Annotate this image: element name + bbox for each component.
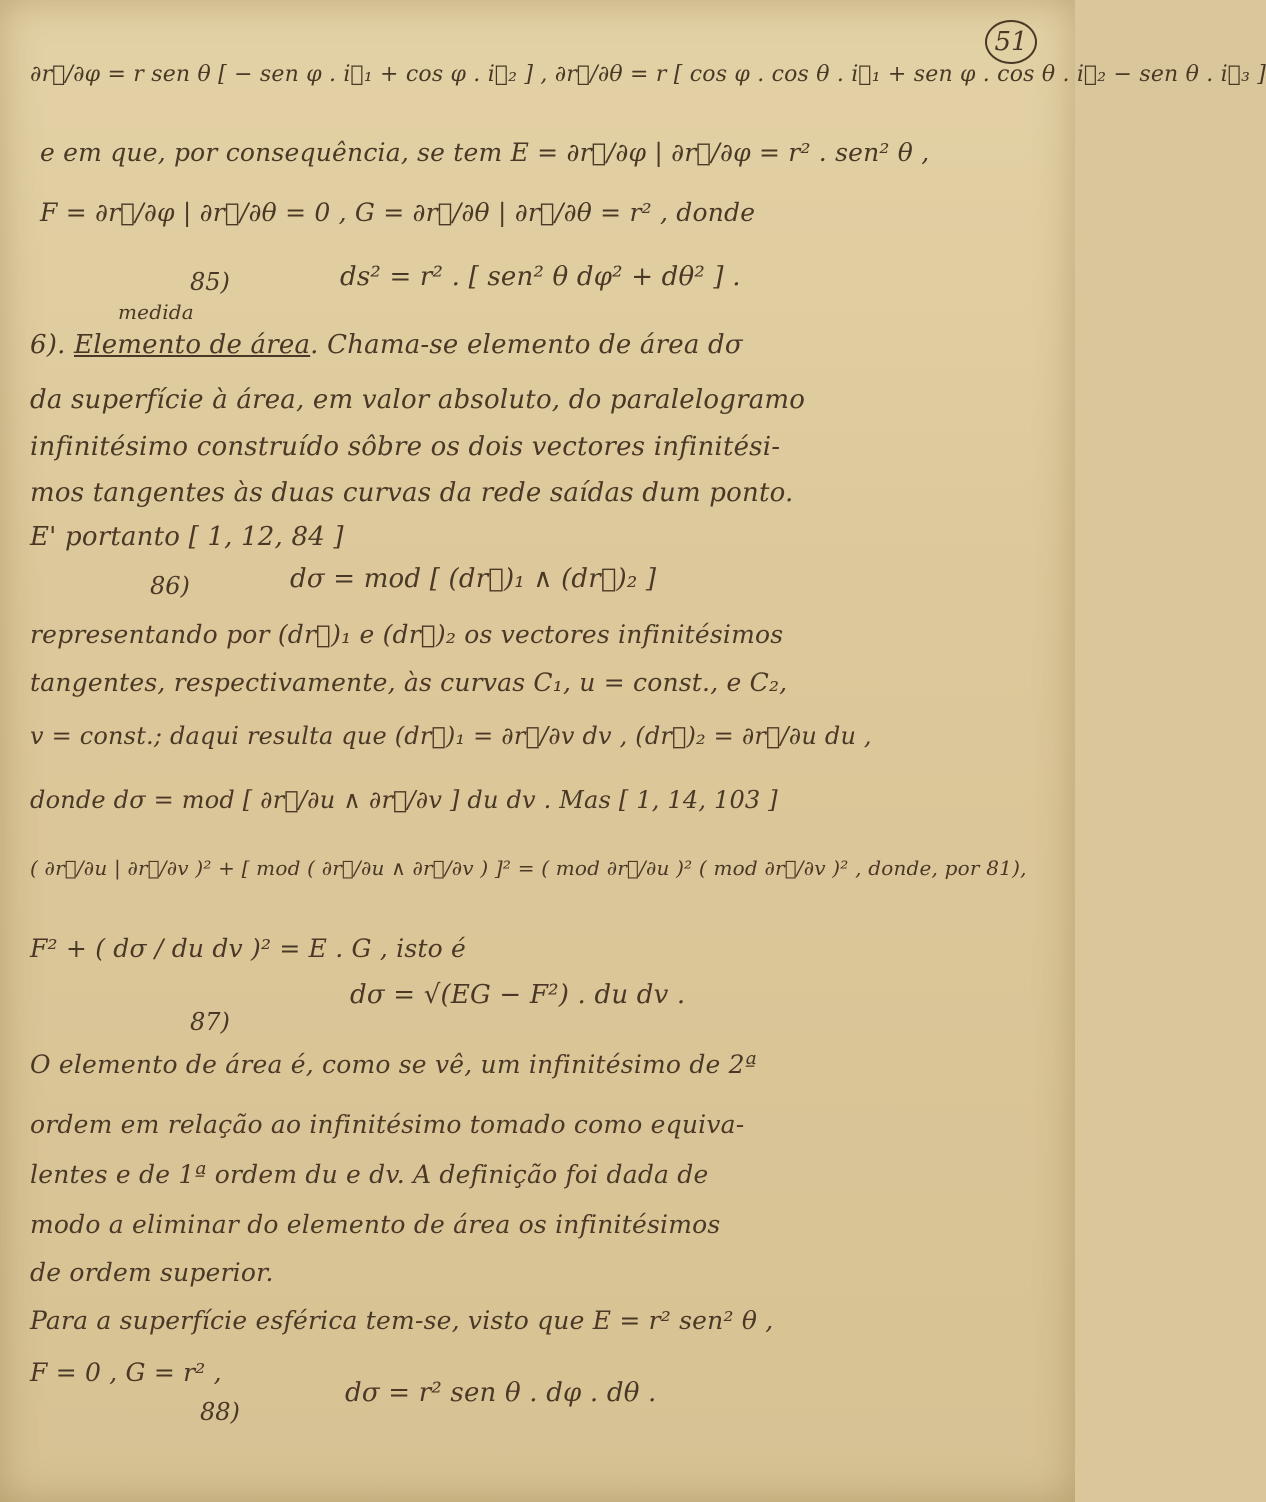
section-intro: . Chama-se elemento de área dσ [310,330,743,360]
line-13: v = const.; daqui resulta que (dr⃗)₁ = ∂r⃗/∂v dv , (dr⃗)₂ = ∂r⃗/∂u du , [30,722,872,750]
line-14: donde dσ = mod [ ∂r⃗/∂u ∧ ∂r⃗/∂v ] du dv . Mas [ 1, 14, 103 ] [30,786,778,814]
equation-88-sphere-area-element: dσ = r² sen θ . dφ . dθ . [345,1378,657,1408]
line-5-section-heading [30,330,743,360]
equation-85-line-element: ds² = r² . [ sen² θ dφ² + dθ² ] . [340,262,741,292]
line-24: F = 0 , G = r² , [30,1358,222,1387]
section-number: 6). [30,330,75,360]
insertion-medida: medida [118,300,194,324]
line-7: infinitésimo construído sôbre os dois vectores infinitési- [30,432,781,462]
line-8: mos tangentes às duas curvas da rede saídas dum ponto. [30,478,794,508]
line-20: lentes e de 1ª ordem du e dv. A definição foi dada de [30,1160,709,1189]
line-21: modo a eliminar do elemento de área os infinitésimos [30,1210,721,1239]
page-number: 51 [985,20,1037,64]
equation-number-85: 85) [190,268,230,296]
section-title: Elemento de área [74,330,311,360]
line-11: representando por (dr⃗)₁ e (dr⃗)₂ os vectores infinitésimos [30,620,784,649]
line-9-reference: E' portanto [ 1, 12, 84 ] [30,522,344,552]
equation-number-88: 88) [200,1398,240,1426]
equation-number-87: 87) [190,1008,230,1036]
line-6: da superfície à área, em valor absoluto, do paralelogramo [30,385,806,415]
equation-number-86: 86) [150,572,190,600]
line-18: O elemento de área é, como se vê, um infinitésimo de 2ª [30,1050,757,1079]
line-23: Para a superfície esférica tem-se, visto que E = r² sen² θ , [30,1306,774,1335]
line-22: de ordem superior. [30,1258,274,1287]
line-2-coefficient-E: e em que, por consequência, se tem E = ∂r⃗/∂φ | ∂r⃗/∂φ = r² . sen² θ , [40,138,930,167]
line-3-coefficients-F-G: F = ∂r⃗/∂φ | ∂r⃗/∂θ = 0 , G = ∂r⃗/∂θ | ∂r⃗/∂θ = r² , donde [40,198,756,227]
line-16: F² + ( dσ / du dv )² = E . G , isto é [30,934,467,963]
line-12: tangentes, respectivamente, às curvas C₁, u = const., e C₂, [30,668,788,697]
line-15-lagrange-identity: ( ∂r⃗/∂u | ∂r⃗/∂v )² + [ mod ( ∂r⃗/∂u ∧ ∂r⃗/∂v ) ]² = ( mod ∂r⃗/∂u )² ( mod ∂r⃗/∂v )² , donde, por 81), [30,856,1027,880]
line-1-partial-derivatives: ∂r⃗/∂φ = r sen θ [ − sen φ . i⃗₁ + cos φ . i⃗₂ ] , ∂r⃗/∂θ = r [ cos φ . cos θ . i⃗₁ + sen φ . cos θ . i⃗₂ − sen θ . i⃗₃ ] [30,62,1266,87]
equation-87-area-element: dσ = √(EG − F²) . du dv . [350,980,686,1010]
line-19: ordem em relação ao infinitésimo tomado como equiva- [30,1110,745,1139]
equation-86-area-element: dσ = mod [ (dr⃗)₁ ∧ (dr⃗)₂ ] [290,564,657,594]
